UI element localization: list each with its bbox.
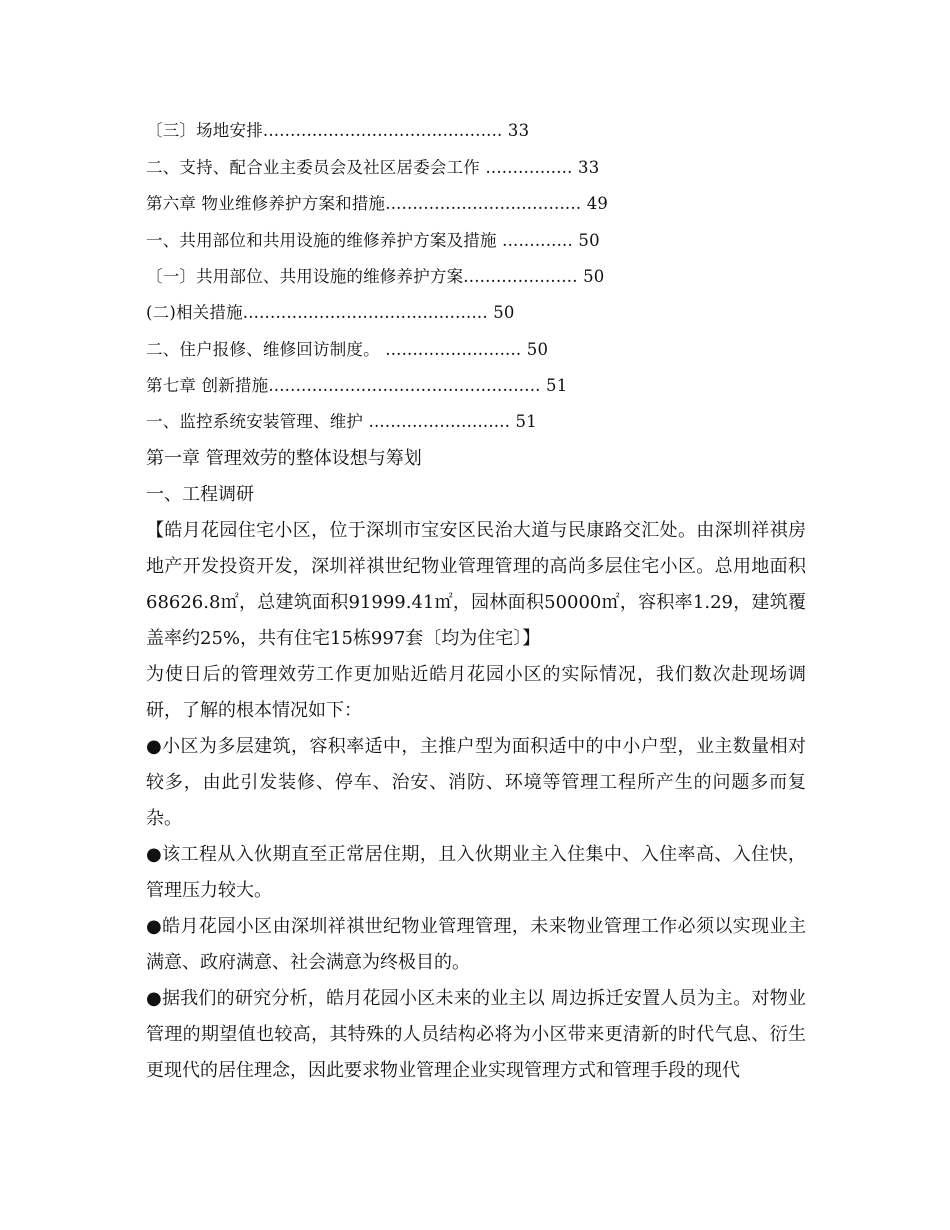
bullet-paragraph: ●小区为多层建筑，容积率适中，主推户型为面积适中的中小户型，业主数量相对较多，由此引发装修、停车、治安、消防、环境等管理工程所产生的问题多而复杂。 bbox=[146, 736, 806, 829]
toc-entry: (二)相关措施............................................. 50 bbox=[146, 303, 515, 322]
toc-entry: 〔三〕场地安排............................................ 33 bbox=[146, 121, 530, 140]
bullet-paragraph: ●据我们的研究分析，皓月花园小区未来的业主以 周边拆迁安置人员为主。对物业管理的期望值也较高，其特殊的人员结构必将为小区带来更清新的时代气息、衍生更现代的居住理念，因此要求物业管理企业实现管理方式和管理手段的现代 bbox=[146, 988, 806, 1081]
chapter-title: 第一章 管理效劳的整体设想与筹划 bbox=[146, 448, 422, 469]
toc-entry: 第六章 物业维修养护方案和措施.................................... 49 bbox=[146, 194, 609, 213]
toc-entry: 一、共用部位和共用设施的维修养护方案及措施 ............. 50 bbox=[146, 231, 600, 250]
toc-entry: 〔一〕共用部位、共用设施的维修养护方案..................... 50 bbox=[146, 267, 605, 286]
bullet-paragraph: ●皓月花园小区由深圳祥祺世纪物业管理管理，未来物业管理工作必须以实现业主满意、政府满意、社会满意为终极目的。 bbox=[146, 916, 806, 973]
project-intro: 【皓月花园住宅小区，位于深圳市宝安区民治大道与民康路交汇处。由深圳祥祺房地产开发投资开发，深圳祥祺世纪物业管理管理的高尚多层住宅小区。总用地面积68626.8㎡，总建筑面积91999.41㎡，园林面积50000㎡，容积率1.29，建筑覆盖率约25%，共有住宅15栋997套〔均为住宅〕】 bbox=[146, 520, 806, 649]
bullet-paragraph: ●该工程从入伙期直至正常居住期，且入伙期业主入住集中、入住率高、入住快，管理压力较大。 bbox=[146, 844, 806, 901]
lead-paragraph: 为使日后的管理效劳工作更加贴近皓月花园小区的实际情况，我们数次赴现场调研，了解的根本情况如下： bbox=[146, 664, 806, 721]
toc-entry: 二、住户报修、维修回访制度。 ......................... 50 bbox=[146, 340, 549, 359]
toc-entry: 一、监控系统安装管理、维护 .......................... 51 bbox=[146, 412, 537, 431]
toc-entry: 第七章 创新措施.................................................. 51 bbox=[146, 376, 568, 395]
toc-entry: 二、支持、配合业主委员会及社区居委会工作 ................ 33 bbox=[146, 158, 600, 177]
body-text bbox=[146, 441, 806, 1089]
section-title: 一、工程调研 bbox=[146, 484, 254, 505]
